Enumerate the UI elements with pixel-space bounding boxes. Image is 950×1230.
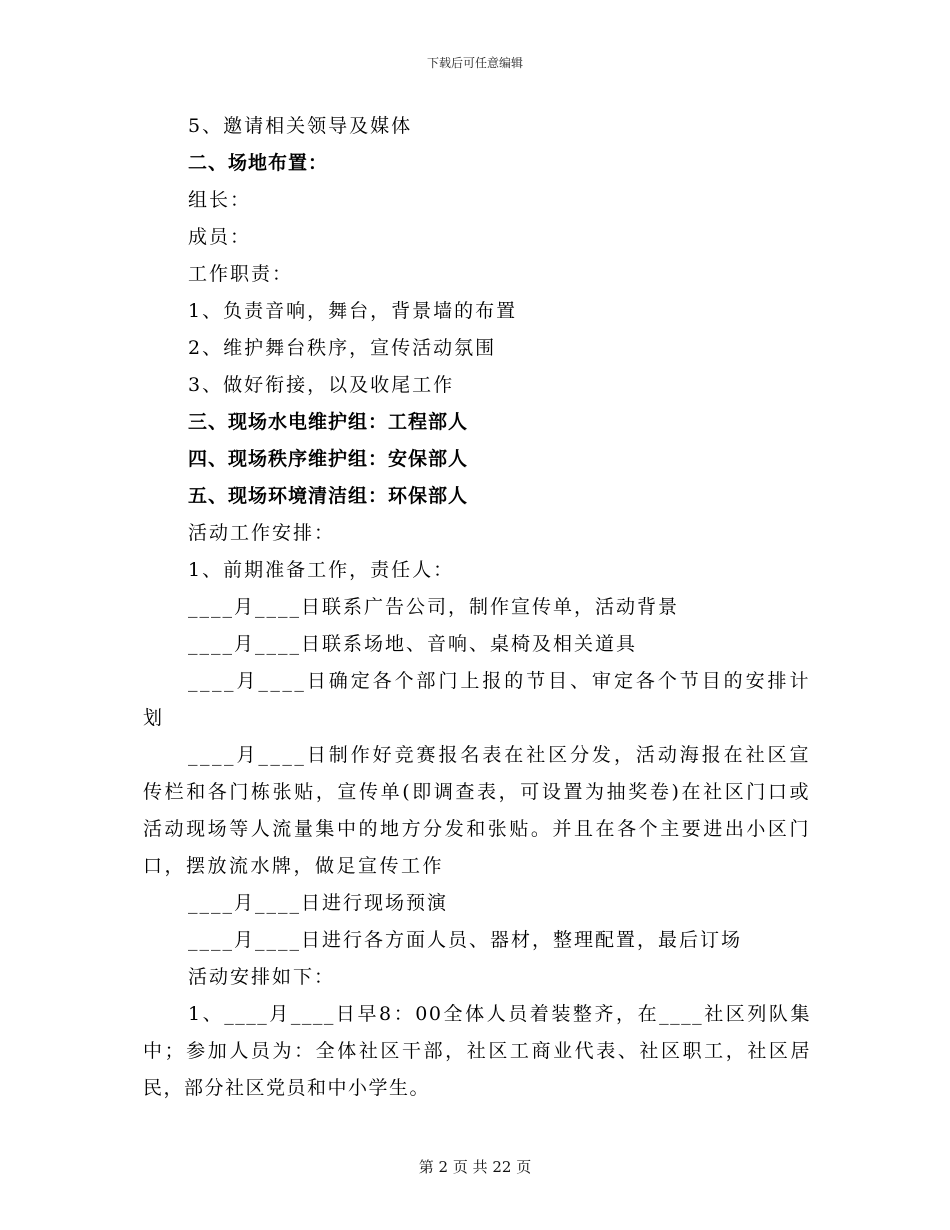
document-body (143, 108, 811, 1107)
text-line: 成员： (188, 226, 252, 248)
section-heading: 三、现场水电维护组：工程部人 (188, 411, 469, 433)
header-note: 下载后可任意编辑 (426, 56, 523, 70)
schedule-line: ____月____日联系场地、音响、桌椅及相关道具 (188, 633, 638, 655)
text-line: 组长： (188, 189, 252, 211)
list-item: 2、维护舞台秩序，宣传活动氛围 (188, 337, 497, 359)
list-item: 3、做好衔接，以及收尾工作 (188, 374, 455, 396)
text-line: 活动工作安排： (188, 522, 336, 544)
section-heading: 二、场地布置： (188, 152, 329, 174)
section-heading: 四、现场秩序维护组：安保部人 (188, 448, 469, 470)
text-line: 活动安排如下： (188, 966, 336, 988)
section-heading: 五、现场环境清洁组：环保部人 (188, 485, 469, 507)
schedule-paragraph: ____月____日制作好竞赛报名表在社区分发，活动海报在社区宣传栏和各门栋张贴，宣传单(即调查表，可设置为抽奖卷)在社区门口或活动现场等人流量集中的地方分发和张贴。并且在各个主要进出小区门口，摆放流水牌，做足宣传工作 (143, 744, 811, 877)
schedule-paragraph: ____月____日确定各个部门上报的节目、审定各个节目的安排计划 (143, 670, 811, 729)
schedule-paragraph: 1、____月____日早8：00全体人员着装整齐，在____社区列队集中；参加人员为：全体社区干部，社区工商业代表、社区职工，社区居民，部分社区党员和中小学生。 (143, 1003, 811, 1099)
schedule-line: ____月____日联系广告公司，制作宣传单，活动背景 (188, 596, 680, 618)
schedule-line: ____月____日进行现场预演 (188, 892, 449, 914)
list-item: 1、负责音响，舞台，背景墙的布置 (188, 300, 518, 322)
schedule-line: ____月____日进行各方面人员、器材，整理配置，最后订场 (188, 929, 743, 951)
page-number: 第 2 页 共 22 页 (418, 1158, 532, 1176)
text-line: 工作职责： (188, 263, 294, 285)
list-item: 1、前期准备工作，责任人： (188, 559, 455, 581)
list-item: 5、邀请相关领导及媒体 (188, 115, 413, 137)
